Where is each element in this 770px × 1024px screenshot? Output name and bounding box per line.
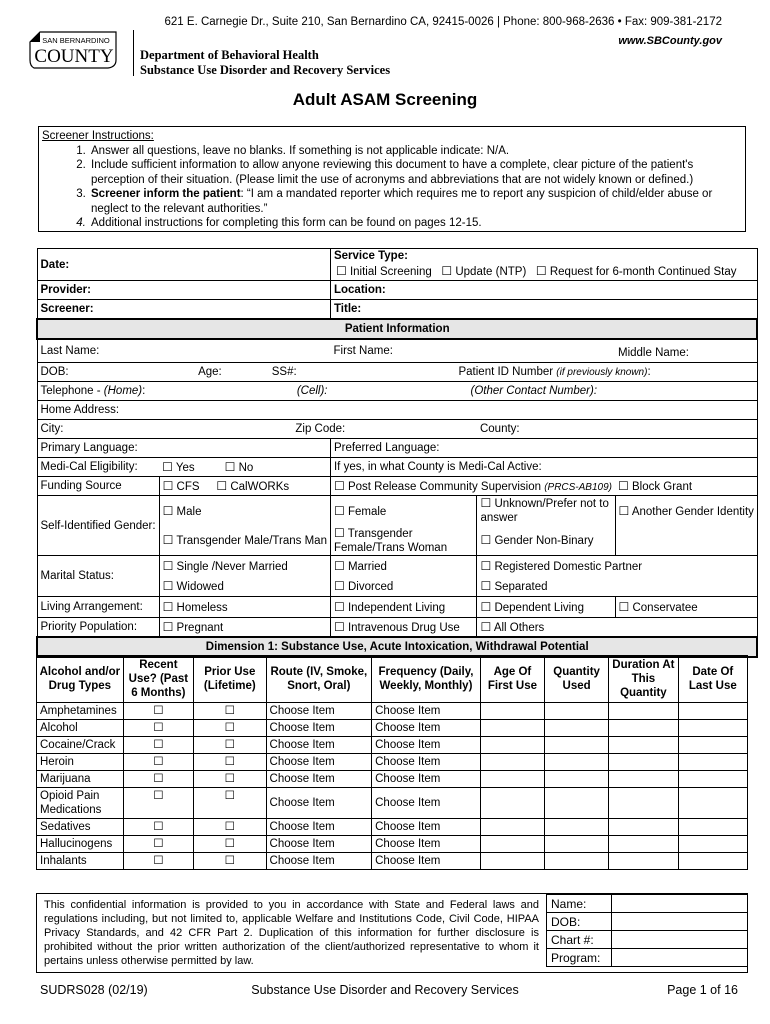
county-field[interactable]: [477, 420, 757, 439]
last-use-date-input[interactable]: [678, 853, 747, 870]
frequency-select[interactable]: Choose Item: [372, 754, 481, 771]
zip-label: Zip Code:: [295, 423, 346, 435]
funding-cfs: [159, 477, 213, 496]
id-dob-label: DOB:: [547, 913, 612, 931]
no-label: No: [238, 462, 254, 474]
id-program-label: Program:: [547, 949, 612, 967]
substance-table-body: [37, 703, 748, 870]
prcs-note: (PRCS-AB109): [544, 482, 612, 493]
preferred-language-label: Preferred Language:: [333, 442, 440, 454]
dob-label: DOB:: [40, 366, 69, 378]
telephone-colon: :: [142, 385, 146, 397]
quantity-input[interactable]: [545, 703, 609, 720]
block-grant-label: Block Grant: [631, 481, 693, 493]
city-label: City:: [40, 423, 64, 435]
dimension-1-band: Dimension 1: Substance Use, Acute Intoxication, Withdrawal Potential: [37, 637, 757, 657]
marital-label: Marital Status:: [40, 570, 114, 582]
frequency-select[interactable]: Choose Item: [372, 703, 481, 720]
checkbox-icon[interactable]: ☐: [333, 559, 345, 573]
last-use-date-input[interactable]: [678, 819, 747, 836]
patient-id-colon: :: [647, 366, 651, 378]
route-select[interactable]: Choose Item: [266, 819, 372, 836]
age-first-use-input[interactable]: [480, 836, 544, 853]
checkbox-icon[interactable]: ☐: [333, 479, 345, 493]
checkbox-icon[interactable]: ☐: [162, 503, 174, 518]
duration-input[interactable]: [609, 771, 678, 788]
recent-use-checkbox[interactable]: ☐: [123, 720, 193, 737]
marital-label-cell: [37, 556, 159, 597]
county-label: County:: [479, 423, 520, 435]
male-label: Male: [176, 505, 202, 518]
another-gender-label: Another Gender Identity: [631, 505, 754, 518]
last-use-date-input[interactable]: [678, 703, 747, 720]
gender-nonbinary: [477, 525, 615, 556]
all-others-label: All Others: [493, 622, 545, 634]
form-number: SUDRS028 (02/19): [40, 983, 148, 997]
substance-name: Heroin: [37, 754, 124, 771]
screener-label: Screener:: [40, 303, 94, 315]
duration-input[interactable]: [609, 853, 678, 870]
priority-ivdu: [330, 618, 477, 638]
frequency-select[interactable]: Choose Item: [372, 788, 481, 819]
age-first-use-input[interactable]: [480, 788, 544, 819]
column-header: Prior Use (Lifetime): [194, 656, 266, 703]
female-label: Female: [347, 505, 387, 518]
living-label: Living Arrangement:: [40, 601, 143, 613]
ivdu-label: Intravenous Drug Use: [347, 622, 460, 634]
column-header: Date Of Last Use: [678, 656, 747, 703]
checkbox-icon[interactable]: ☐: [480, 579, 492, 593]
column-header: Duration At This Quantity: [609, 656, 678, 703]
age-first-use-input[interactable]: [480, 853, 544, 870]
substance-name: Sedatives: [37, 819, 124, 836]
substance-row: [37, 754, 748, 771]
gender-male: [159, 496, 330, 526]
married-label: Married: [347, 561, 387, 573]
priority-label-cell: [37, 618, 159, 638]
cell-field[interactable]: [213, 382, 330, 401]
provider-label: Provider:: [40, 284, 91, 296]
preferred-language-field[interactable]: [330, 439, 757, 458]
funding-calworks: [213, 477, 330, 496]
checkbox-icon[interactable]: ☐: [333, 620, 345, 634]
age-first-use-input[interactable]: [480, 737, 544, 754]
marital-single: [159, 556, 330, 577]
duration-input[interactable]: [609, 720, 678, 737]
dependent-label: Dependent Living: [494, 602, 584, 614]
prior-use-checkbox[interactable]: ☐: [194, 836, 266, 853]
substance-name: Opioid Pain Medications: [37, 788, 124, 819]
instruction-2: 2. Include sufficient information to allow anyone reviewing this document to have a complete, clear picture of the patient's perception of their situation. (Please limit the use of acronyms and abbreviations that are not widely known or defined.): [89, 158, 742, 187]
logo-main-text: COUNTY: [34, 46, 114, 67]
frequency-select[interactable]: Choose Item: [372, 720, 481, 737]
last-use-date-input[interactable]: [678, 788, 747, 819]
checkbox-icon[interactable]: ☐: [480, 600, 492, 614]
id-chart-value[interactable]: [612, 931, 748, 949]
checkbox-icon[interactable]: ☐: [480, 496, 492, 510]
conservatee-label: Conservatee: [632, 602, 698, 614]
prior-use-checkbox[interactable]: ☐: [194, 703, 266, 720]
city-field[interactable]: [37, 420, 213, 439]
zip-field[interactable]: [213, 420, 477, 439]
gender-another: [615, 496, 757, 526]
id-dob-value[interactable]: [612, 913, 748, 931]
telephone-label: Telephone -: [40, 385, 104, 397]
checkbox-icon[interactable]: ☐: [618, 600, 630, 614]
marital-widowed: [159, 576, 330, 597]
quantity-input[interactable]: [545, 853, 609, 870]
recent-use-checkbox[interactable]: ☐: [123, 788, 193, 819]
substance-row: [37, 788, 748, 819]
page-title: Adult ASAM Screening: [292, 90, 478, 109]
route-select[interactable]: Choose Item: [266, 771, 372, 788]
gender-empty: [615, 525, 757, 556]
page-number: Page 1 of 16: [667, 983, 738, 997]
prior-use-checkbox[interactable]: ☐: [194, 788, 266, 819]
ss-label: SS#:: [271, 366, 297, 378]
frequency-select[interactable]: Choose Item: [372, 819, 481, 836]
header-website[interactable]: www.SBCounty.gov: [618, 35, 722, 47]
route-select[interactable]: Choose Item: [266, 836, 372, 853]
substance-row: [37, 836, 748, 853]
last-use-date-input[interactable]: [678, 771, 747, 788]
checkbox-icon[interactable]: ☐: [335, 264, 347, 278]
age-first-use-input[interactable]: [480, 771, 544, 788]
column-header: Frequency (Daily, Weekly, Monthly): [372, 656, 481, 703]
recent-use-checkbox[interactable]: ☐: [123, 737, 193, 754]
substance-table: [36, 655, 748, 870]
nonbinary-label: Gender Non-Binary: [494, 535, 594, 547]
living-conservatee: [615, 597, 757, 618]
medi-cal-label-cell: [37, 458, 159, 477]
checkbox-icon[interactable]: ☐: [480, 559, 492, 573]
duration-input[interactable]: [609, 703, 678, 720]
id-chart-label: Chart #:: [547, 931, 612, 949]
marital-married: [330, 556, 477, 577]
gender-label-cell: [37, 496, 159, 556]
route-select[interactable]: Choose Item: [266, 737, 372, 754]
recent-use-checkbox[interactable]: ☐: [123, 853, 193, 870]
medi-cal-label: Medi-Cal Eligibility:: [40, 461, 138, 473]
duration-input[interactable]: [609, 788, 678, 819]
checkbox-icon[interactable]: ☐: [162, 479, 174, 493]
primary-language-field[interactable]: [37, 439, 330, 458]
header-address: 621 E. Carnegie Dr., Suite 210, San Bernardino CA, 92415-0026 | Phone: 800-968-2636 • Fax: 909-381-2172: [164, 16, 722, 28]
middle-name-label: Middle Name:: [618, 347, 689, 359]
dob-field[interactable]: [37, 363, 159, 382]
checkbox-icon[interactable]: ☐: [618, 479, 629, 493]
department-name: Department of Behavioral Health: [140, 48, 319, 62]
title-field[interactable]: [330, 300, 757, 320]
instructions-box: [38, 126, 746, 232]
recent-use-checkbox[interactable]: ☐: [123, 771, 193, 788]
widowed-label: Widowed: [176, 581, 224, 593]
continued-stay-label: Request for 6-month Continued Stay: [549, 266, 737, 278]
checkbox-icon[interactable]: ☐: [480, 620, 492, 634]
duration-input[interactable]: [609, 819, 678, 836]
provider-field[interactable]: [37, 281, 330, 300]
substance-name: Marijuana: [37, 771, 124, 788]
instruction-4: [89, 216, 742, 231]
column-header: Recent Use? (Past 6 Months): [123, 656, 193, 703]
duration-input[interactable]: [609, 836, 678, 853]
gender-trans-male: [159, 525, 330, 556]
patient-id-box: [546, 894, 748, 967]
trans-female-label: Transgender Female/Trans Woman: [333, 527, 448, 554]
medi-cal-county-field[interactable]: [330, 458, 757, 477]
checkbox-icon[interactable]: ☐: [441, 264, 453, 278]
id-program-value[interactable]: [612, 949, 748, 967]
header-divider: [133, 30, 134, 76]
single-label: Single /Never Married: [176, 561, 288, 573]
patient-info-band: Patient Information: [37, 319, 757, 339]
substance-row: [37, 819, 748, 836]
prior-use-checkbox[interactable]: ☐: [194, 853, 266, 870]
column-header: Quantity Used: [545, 656, 609, 703]
instructions-heading: Screener Instructions:: [42, 130, 154, 142]
age-first-use-input[interactable]: [480, 720, 544, 737]
county-logo: [26, 30, 122, 70]
age-ss-field[interactable]: [159, 363, 330, 382]
substance-row: [37, 720, 748, 737]
duration-input[interactable]: [609, 754, 678, 771]
prior-use-checkbox[interactable]: ☐: [194, 819, 266, 836]
substance-table-header: [37, 656, 748, 703]
quantity-input[interactable]: [545, 819, 609, 836]
trans-male-label: Transgender Male/Trans Man: [176, 535, 327, 547]
age-first-use-input[interactable]: [480, 754, 544, 771]
column-header: Alcohol and/or Drug Types: [37, 656, 124, 703]
frequency-select[interactable]: Choose Item: [372, 836, 481, 853]
instruction-3: [89, 187, 742, 216]
unknown-label: Unknown/Prefer not to answer: [480, 498, 609, 524]
quantity-input[interactable]: [545, 720, 609, 737]
department-block: [140, 48, 390, 78]
marital-separated: [477, 576, 757, 597]
checkbox-icon[interactable]: ☐: [162, 559, 174, 573]
funding-source-label-cell: [37, 477, 159, 496]
prior-use-checkbox[interactable]: ☐: [194, 754, 266, 771]
medi-cal-county-label: If yes, in what County is Medi-Cal Active:: [333, 461, 542, 473]
funding-prcs: [330, 477, 615, 496]
gender-unknown: [477, 496, 615, 526]
cell-label: (Cell):: [296, 385, 328, 397]
marital-divorced: [330, 576, 477, 597]
route-select[interactable]: Choose Item: [266, 754, 372, 771]
substance-name: Alcohol: [37, 720, 124, 737]
substance-row: [37, 737, 748, 754]
footer-center: Substance Use Disorder and Recovery Services: [251, 983, 519, 997]
checkbox-icon[interactable]: ☐: [162, 600, 174, 614]
checkbox-icon[interactable]: ☐: [535, 264, 547, 278]
checkbox-icon[interactable]: ☐: [333, 579, 345, 593]
prior-use-checkbox[interactable]: ☐: [194, 771, 266, 788]
date-label: Date:: [40, 258, 70, 271]
prcs-label: Post Release Community Supervision: [347, 481, 545, 493]
checkbox-icon[interactable]: ☐: [162, 460, 173, 474]
initial-screening-label: Initial Screening: [349, 266, 432, 278]
living-homeless: [159, 597, 330, 618]
age-first-use-input[interactable]: [480, 819, 544, 836]
gender-trans-female: [330, 525, 477, 556]
funding-source-label: Funding Source: [40, 480, 122, 492]
route-select[interactable]: Choose Item: [266, 853, 372, 870]
checkbox-icon[interactable]: ☐: [333, 525, 345, 540]
living-dependent: [477, 597, 615, 618]
cfs-label: CFS: [176, 481, 200, 493]
funding-block-grant: [615, 477, 757, 496]
first-name-field[interactable]: [330, 339, 615, 363]
service-type-cell: [330, 249, 757, 281]
instruction-4-text: Additional instructions for completing this form can be found on pages 12-15.: [91, 217, 482, 229]
location-label: Location:: [333, 284, 386, 296]
checkbox-icon[interactable]: ☐: [162, 579, 174, 593]
homeless-label: Homeless: [176, 602, 228, 614]
id-name-label: Name:: [547, 895, 612, 913]
substance-row: [37, 853, 748, 870]
patient-id-note: (if previously known): [556, 367, 648, 378]
date-field[interactable]: [37, 249, 330, 281]
gender-female: [330, 496, 477, 526]
duration-input[interactable]: [609, 737, 678, 754]
other-contact-field[interactable]: [330, 382, 757, 401]
age-label: Age:: [198, 366, 222, 378]
checkbox-icon[interactable]: ☐: [216, 479, 228, 493]
checkbox-icon[interactable]: ☐: [480, 533, 492, 547]
primary-language-label: Primary Language:: [40, 442, 138, 454]
update-ntp-label: Update (NTP): [455, 266, 527, 278]
substance-row: [37, 771, 748, 788]
recent-use-checkbox[interactable]: ☐: [123, 703, 193, 720]
patient-id-label: Patient ID Number: [458, 366, 557, 378]
home-address-label: Home Address:: [40, 404, 120, 416]
substance-name: Cocaine/Crack: [37, 737, 124, 754]
substance-name: Inhalants: [37, 853, 124, 870]
pregnant-label: Pregnant: [176, 622, 224, 634]
divorced-label: Divorced: [347, 581, 394, 593]
other-contact-label: (Other Contact Number):: [470, 385, 598, 397]
frequency-select[interactable]: Choose Item: [372, 853, 481, 870]
id-name-value[interactable]: [612, 895, 748, 913]
medi-cal-options: [159, 458, 330, 477]
instruction-1: 1. Answer all questions, leave no blanks. If something is not applicable indicate: N/A.: [89, 144, 742, 159]
checkbox-icon[interactable]: ☐: [333, 503, 345, 518]
logo-top-text: SAN BERNARDINO: [42, 36, 110, 45]
priority-label: Priority Population:: [40, 621, 138, 633]
frequency-select[interactable]: Choose Item: [372, 771, 481, 788]
substance-name: Amphetamines: [37, 703, 124, 720]
last-name-label: Last Name:: [40, 345, 100, 357]
yes-label: Yes: [175, 462, 195, 474]
instruction-3-rest: : “I am a mandated reporter which requires me to report any suspicion of child/elder abuse or neglect to the relevant authorities.”: [91, 188, 713, 215]
checkbox-icon[interactable]: ☐: [333, 600, 345, 614]
priority-all-others: [477, 618, 757, 638]
screener-field[interactable]: [37, 300, 330, 320]
location-field[interactable]: [330, 281, 757, 300]
last-use-date-input[interactable]: [678, 836, 747, 853]
living-independent: [330, 597, 477, 618]
frequency-select[interactable]: Choose Item: [372, 737, 481, 754]
home-address-field[interactable]: [37, 401, 757, 420]
confidentiality-box: [36, 893, 748, 973]
quantity-input[interactable]: [545, 788, 609, 819]
substance-row: [37, 703, 748, 720]
middle-name-field[interactable]: [615, 339, 757, 363]
gender-label: Self-Identified Gender:: [40, 519, 156, 532]
checkbox-icon[interactable]: ☐: [162, 620, 174, 634]
separated-label: Separated: [494, 581, 548, 593]
patient-id-field[interactable]: [330, 363, 757, 382]
last-name-field[interactable]: [37, 339, 330, 363]
marital-rdp: [477, 556, 757, 577]
checkbox-icon[interactable]: ☐: [224, 460, 236, 474]
recent-use-checkbox[interactable]: ☐: [123, 836, 193, 853]
first-name-label: First Name:: [333, 345, 393, 357]
recent-use-checkbox[interactable]: ☐: [123, 754, 193, 771]
last-use-date-input[interactable]: [678, 720, 747, 737]
column-header: Age Of First Use: [480, 656, 544, 703]
quantity-input[interactable]: [545, 836, 609, 853]
last-use-date-input[interactable]: [678, 754, 747, 771]
rdp-label: Registered Domestic Partner: [494, 561, 643, 573]
quantity-input[interactable]: [545, 771, 609, 788]
independent-label: Independent Living: [347, 602, 446, 614]
quantity-input[interactable]: [545, 737, 609, 754]
column-header: Route (IV, Smoke, Snort, Oral): [266, 656, 372, 703]
prior-use-checkbox[interactable]: ☐: [194, 720, 266, 737]
confidentiality-notice: This confidential information is provided to you in accordance with State and Federal laws and regulations including, but not limited to, applicable Welfare and Institutions Code, Civil Code, HIPAA Privacy Standards, and 42 CFR Part 2. Duplication of this information for further disclosure is prohibited without the prior written authorization of the client/authorized representative to whom it pertains unless otherwise permitted by law.: [44, 899, 539, 967]
telephone-home-label: (Home): [103, 385, 143, 397]
division-name: Substance Use Disorder and Recovery Services: [140, 63, 391, 77]
quantity-input[interactable]: [545, 754, 609, 771]
calworks-label: CalWORKs: [230, 481, 290, 493]
title-label: Title:: [333, 303, 362, 315]
living-label-cell: [37, 597, 159, 618]
age-first-use-input[interactable]: [480, 703, 544, 720]
priority-pregnant: [159, 618, 330, 638]
instruction-3-bold: Screener inform the patient: [91, 188, 241, 200]
last-use-date-input[interactable]: [678, 737, 747, 754]
telephone-home-field[interactable]: [37, 382, 213, 401]
checkbox-icon[interactable]: ☐: [162, 533, 174, 547]
prior-use-checkbox[interactable]: ☐: [194, 737, 266, 754]
route-select[interactable]: Choose Item: [266, 788, 372, 819]
patient-form-table: [36, 248, 758, 658]
service-type-label: Service Type:: [333, 250, 408, 262]
route-select[interactable]: Choose Item: [266, 720, 372, 737]
route-select[interactable]: Choose Item: [266, 703, 372, 720]
checkbox-icon[interactable]: ☐: [618, 503, 630, 518]
recent-use-checkbox[interactable]: ☐: [123, 819, 193, 836]
substance-name: Hallucinogens: [37, 836, 124, 853]
